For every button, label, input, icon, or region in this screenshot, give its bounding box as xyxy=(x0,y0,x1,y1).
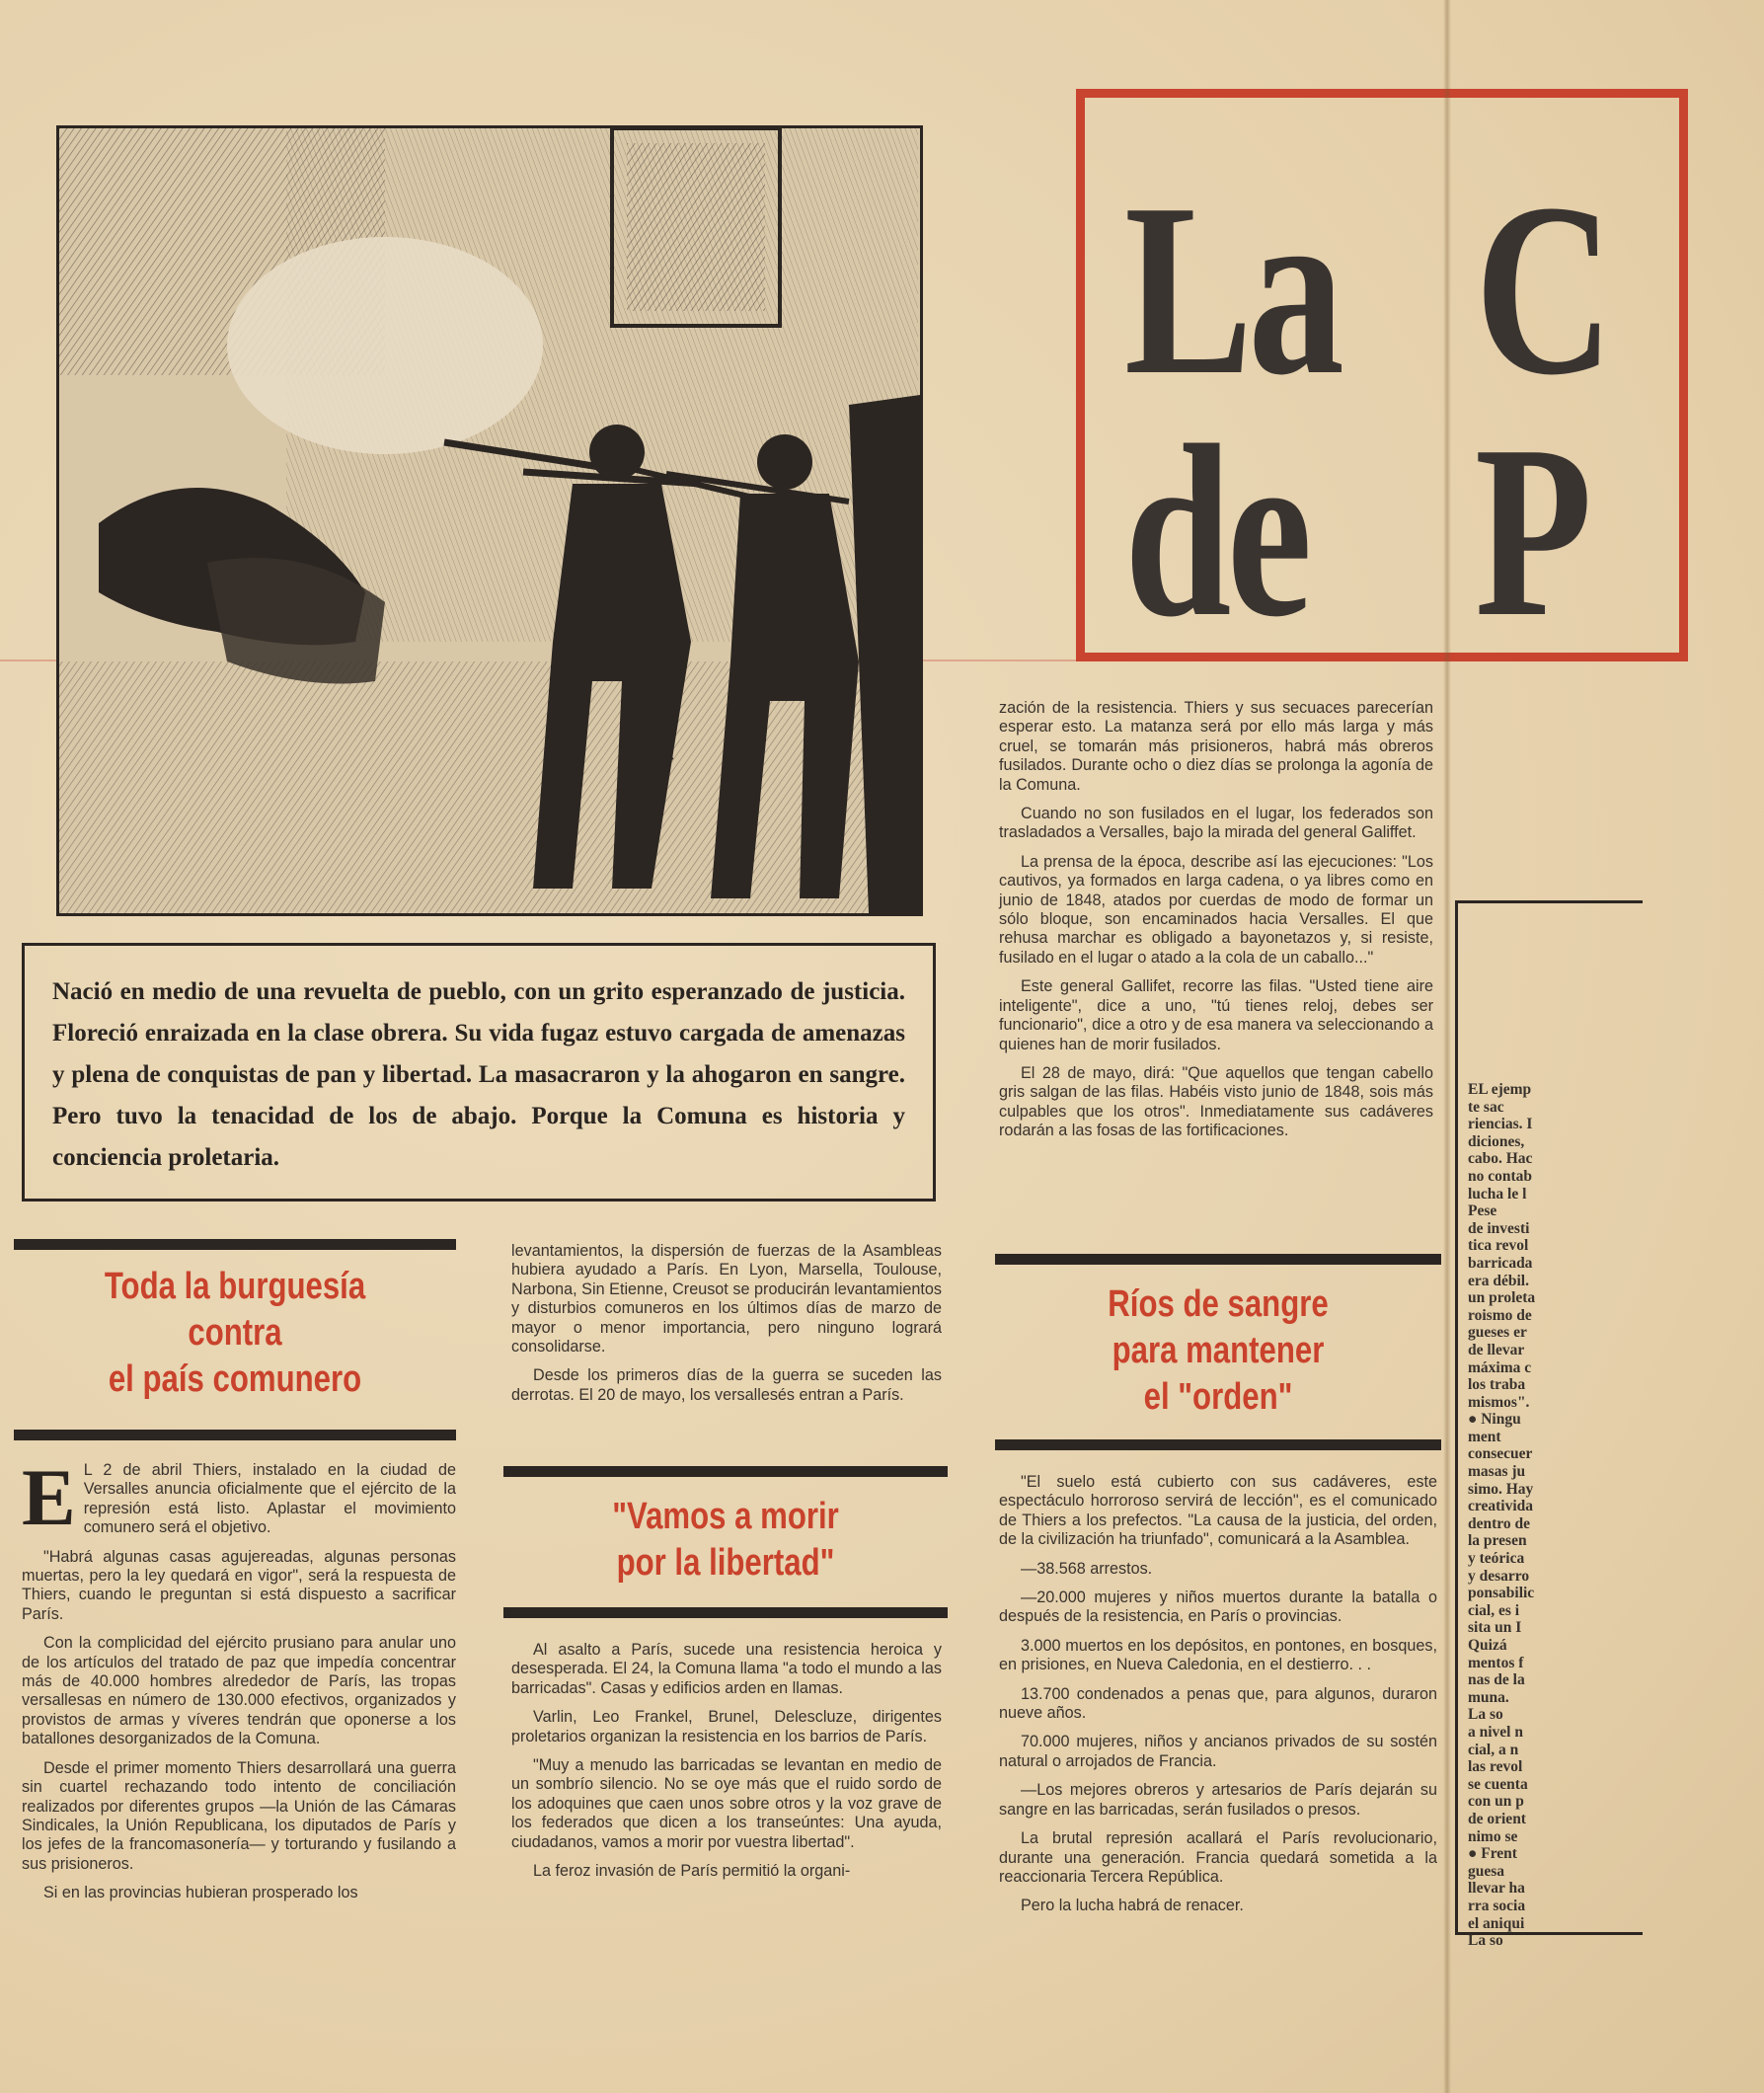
section3-headline-line3: el "orden" xyxy=(1143,1376,1293,1418)
right-column-line: llevar ha xyxy=(1468,1880,1525,1898)
right-column-line: Pese xyxy=(1468,1202,1497,1220)
right-column-line: un proleta xyxy=(1468,1289,1536,1307)
section2-headline xyxy=(544,1494,908,1587)
right-column-line: y desarro xyxy=(1468,1567,1530,1585)
right-column-line: ponsabilic xyxy=(1468,1585,1535,1602)
title-word-p: P xyxy=(1475,395,1588,668)
right-column-line: a nivel n xyxy=(1468,1723,1523,1741)
right-column-line: ment xyxy=(1468,1428,1501,1445)
section2-paragraph: Al asalto a París, sucede una resistencia heroica y desesperada. El 24, la Comuna llama "a todo el mundo a las barricadas". Casas y edificios arden en llamas. xyxy=(511,1641,942,1697)
section1-paragraph: Desde el primer momento Thiers desarrollará una guerra sin cuartel rechazando todo intento de conciliación realizados por diferentes grupos —la Unión de las Cámaras Sindicales, la Unión Republicana, los diputados de París y los jefes de la francomasonería— y torturando y fusilando a sus prisioneros. xyxy=(22,1758,456,1873)
right-column-line: gueses er xyxy=(1468,1324,1527,1342)
right-column-line: rra socia xyxy=(1468,1897,1526,1914)
section1-bottom-rule xyxy=(14,1430,456,1440)
right-column-line: simo. Hay xyxy=(1468,1480,1534,1498)
section3-paragraph: Pero la lucha habrá de renacer. xyxy=(1021,1897,1244,1915)
title-word-c: C xyxy=(1475,153,1610,426)
section3-paragraph: 13.700 condenados a penas que, para algunos, duraron nueve años. xyxy=(999,1684,1437,1723)
right-column-line: ● Ningu xyxy=(1468,1411,1521,1429)
right-column-box xyxy=(1455,900,1643,1950)
section2-paragraph: "Muy a menudo las barricadas se levantan en medio de un sombrío silencio. No se oye más que el ruido sordo de los adoquines que caen unos sobre otros y la voz grave de los federados que dicen a los transeúntes: Una ayuda, ciudadanos, vamos a morir por vuestra libertad". xyxy=(511,1756,942,1851)
right-column-line: La so xyxy=(1468,1932,1503,1950)
column3-paragraph: La prensa de la época, describe así las ejecuciones: "Los cautivos, ya formados en larga cadena, o ya libres como en junio de 1848, atados por cuerdas de modo de formar un sólo bloque, son encaminados hacia Versalles. El que rehusa marchar es obligado a bayonetazos y, si resiste, fusilado en el lugar o atado a la cola de un caballo..." xyxy=(999,852,1433,967)
section1-paragraph: Con la complicidad del ejército prusiano para anular uno de los artículos del tratado de paz que impedía concentrar más de 40.000 hombres alrededor de París, las tropas versallesas en número de 130.000 efectivos, organizados y provistos de armas y víveres tendrán que oponerse a los batallones desorganizados de la Comuna. xyxy=(22,1634,456,1748)
right-column-line: Quizá xyxy=(1468,1637,1507,1654)
right-column-line: mismos". xyxy=(1468,1393,1530,1411)
column1-body xyxy=(22,1452,456,1913)
intro-text: Nació en medio de una revuelta de pueblo, con un grito esperanzado de justicia. Floreció enraizada en la clase obrera. Su vida fugaz estuvo cargada de amenazas y plena de conquistas de pan y libertad. La masacraron y la ahogaron en sangre. Pero tuvo la tenacidad de los de abajo. Porque la Comuna es historia y conciencia proletaria. xyxy=(52,978,905,1171)
right-column-line: no contab xyxy=(1468,1167,1533,1185)
section3-headline-line2: para mantener xyxy=(1112,1330,1325,1371)
column3-top-body xyxy=(999,699,1433,1151)
section1-headline-line3: el país comunero xyxy=(108,1358,362,1400)
section2-top-rule xyxy=(503,1466,948,1477)
right-column-line: con un p xyxy=(1468,1793,1524,1811)
right-column-line: máxima c xyxy=(1468,1358,1532,1376)
right-column-line: de llevar xyxy=(1468,1341,1525,1358)
section2-bottom-rule xyxy=(503,1607,948,1618)
right-column-line: EL ejemp xyxy=(1468,1081,1532,1098)
section3-headline xyxy=(1035,1281,1402,1421)
section2-paragraph: Varlin, Leo Frankel, Brunel, Delescluze, dirigentes proletarios organizan la resistencia en los barrios de París. xyxy=(511,1708,942,1745)
section2-headline-line2: por la libertad" xyxy=(616,1542,835,1584)
right-column-line: era débil. xyxy=(1468,1272,1529,1289)
right-column-line: se cuenta xyxy=(1468,1775,1528,1793)
column2-top-body xyxy=(511,1242,942,1415)
right-column-line: barricada xyxy=(1468,1254,1533,1272)
column2-paragraph: Desde los primeros días de la guerra se suceden las derrotas. El 20 de mayo, los versallesés entran a París. xyxy=(511,1366,942,1404)
section3-headline-line1: Ríos de sangre xyxy=(1108,1283,1329,1325)
column2-bottom-body xyxy=(511,1641,942,1891)
right-column-body xyxy=(1468,1081,1764,1950)
right-column-line: la presen xyxy=(1468,1532,1527,1550)
execution-illustration xyxy=(56,125,923,916)
right-column-line: de orient xyxy=(1468,1810,1526,1827)
right-column-line: diciones, xyxy=(1468,1132,1525,1150)
right-column-line: riencias. I xyxy=(1468,1116,1533,1133)
column2-paragraph: levantamientos, la dispersión de fuerzas de la Asambleas hubiera ayudado a París. En Lyon, Marsella, Toulouse, Narbona, Sin Etienne, Creusot se producirán levantamientos y disturbios comuneros en los últimos días de marzo de mayor o menor importancia, pero ninguno logrará consolidarse. xyxy=(511,1242,942,1357)
section3-paragraph: "El suelo está cubierto con sus cadáveres, este espectáculo horroroso servirá de lección", es el comunicado de Thiers a los prefectos. "La causa de la justicia, del orden, de la civilización ha triunfado", comunicará a la Asamblea. xyxy=(999,1473,1437,1549)
right-column-line: de investi xyxy=(1468,1219,1530,1237)
section3-bottom-rule xyxy=(995,1439,1441,1450)
right-column-line: cabo. Hac xyxy=(1468,1150,1533,1168)
right-column-line: guesa xyxy=(1468,1862,1505,1880)
right-column-line: La so xyxy=(1468,1706,1503,1724)
section3-paragraph: La brutal represión acallará el París revolucionario, durante una generación. Francia quedará sometida a la reaccionaria Tercera República. xyxy=(999,1829,1437,1886)
section1-top-rule xyxy=(14,1239,456,1250)
title-box xyxy=(1076,89,1688,668)
section3-paragraph: —Los mejores obreros y artesarios de París dejarán su sangre en las barricadas, serán fusilados o presos. xyxy=(999,1781,1437,1819)
column3-paragraph: Cuando no son fusilados en el lugar, los federados son trasladados a Versalles, bajo la mirada del general Galiffet. xyxy=(999,805,1433,842)
section3-paragraph: —38.568 arrestos. xyxy=(1021,1559,1153,1578)
column3-paragraph: zación de la resistencia. Thiers y sus secuaces parecerían esperar esto. La matanza será por ello más larga y más cruel, se tomarán más prisioneros, habrá más obreros fusilados. Durante ocho o diez días se prolonga la agonía de la Comuna. xyxy=(999,699,1433,794)
execution-scene-image xyxy=(59,128,920,913)
right-column-line: los traba xyxy=(1468,1376,1526,1394)
right-column-line: lucha le l xyxy=(1468,1185,1527,1202)
right-column-line: nas de la xyxy=(1468,1671,1525,1689)
right-column-line: creativida xyxy=(1468,1498,1534,1515)
right-column-line: ● Frent xyxy=(1468,1845,1517,1863)
right-column-line: cial, a n xyxy=(1468,1741,1519,1758)
right-column-line: te sac xyxy=(1468,1098,1504,1116)
title-word-de: de xyxy=(1124,395,1308,668)
section2-headline-line1: "Vamos a morir xyxy=(612,1496,839,1537)
right-column-line: el aniqui xyxy=(1468,1914,1525,1932)
right-column-line: y teórica xyxy=(1468,1550,1525,1568)
right-column-line: las revol xyxy=(1468,1758,1523,1776)
right-column-line: mentos f xyxy=(1468,1654,1524,1671)
right-column-line: roismo de xyxy=(1468,1306,1532,1324)
section1-paragraph: "Habrá algunas casas agujereadas, algunas personas muertas, pero la ley quedará en vigor", será la respuesta de Thiers, cuando le preguntan si está dispuesto a sacrificar París. xyxy=(22,1547,456,1623)
right-column-line: dentro de xyxy=(1468,1514,1531,1532)
section1-dropcap: E xyxy=(22,1452,76,1542)
section3-paragraph: 3.000 muertos en los depósitos, en pontones, en bosques, en prisiones, en Nueva Caledonia, en el destierro. . . xyxy=(999,1636,1437,1674)
section1-paragraph: L 2 de abril Thiers, instalado en la ciudad de Versalles anuncia oficialmente que el ejército de la represión está listo. Aplastar el movimiento comunero será el objetivo. xyxy=(83,1461,456,1537)
section1-headline-line2: contra xyxy=(188,1312,282,1354)
column3-paragraph: El 28 de mayo, dirá: "Que aquellos que tengan cabello gris salgan de las filas. Habéis visto junio de 1848, sois más culpables que los otros". Inmediatamente sus cadáveres rodarán a las fosas de las fortificaciones. xyxy=(999,1063,1433,1140)
right-column-line: tica revol xyxy=(1468,1237,1529,1255)
section2-paragraph: La feroz invasión de París permitió la organi- xyxy=(533,1862,851,1881)
section1-headline xyxy=(53,1264,416,1403)
section3-paragraph: 70.000 mujeres, niños y ancianos privados de su sostén natural o arrojados de Francia. xyxy=(999,1733,1437,1770)
right-column-line: muna. xyxy=(1468,1688,1509,1706)
intro-box xyxy=(22,943,936,1202)
title-word-la: La xyxy=(1124,153,1341,426)
section1-paragraph: Si en las provincias hubieran prosperado los xyxy=(43,1884,358,1902)
section3-paragraph: —20.000 mujeres y niños muertos durante la batalla o después de la resistencia, en París o provincias. xyxy=(999,1589,1437,1626)
section3-top-rule xyxy=(995,1254,1441,1265)
right-column-line: consecuer xyxy=(1468,1445,1533,1463)
section1-headline-line1: Toda la burguesía xyxy=(104,1266,366,1307)
right-column-line: masas ju xyxy=(1468,1463,1526,1481)
right-column-line: cial, es i xyxy=(1468,1601,1520,1619)
column3-bottom-body xyxy=(999,1473,1437,1926)
right-column-line: nimo se xyxy=(1468,1827,1518,1845)
column3-paragraph: Este general Gallifet, recorre las filas. "Usted tiene aire inteligente", dice a uno, "tú tienes reloj, debes ser funcionario", dice a otro y de esa manera va seleccionando a quienes han de morir fusilados. xyxy=(999,977,1433,1053)
right-column-line: sita un I xyxy=(1468,1619,1522,1637)
page-fold xyxy=(1443,0,1451,2093)
